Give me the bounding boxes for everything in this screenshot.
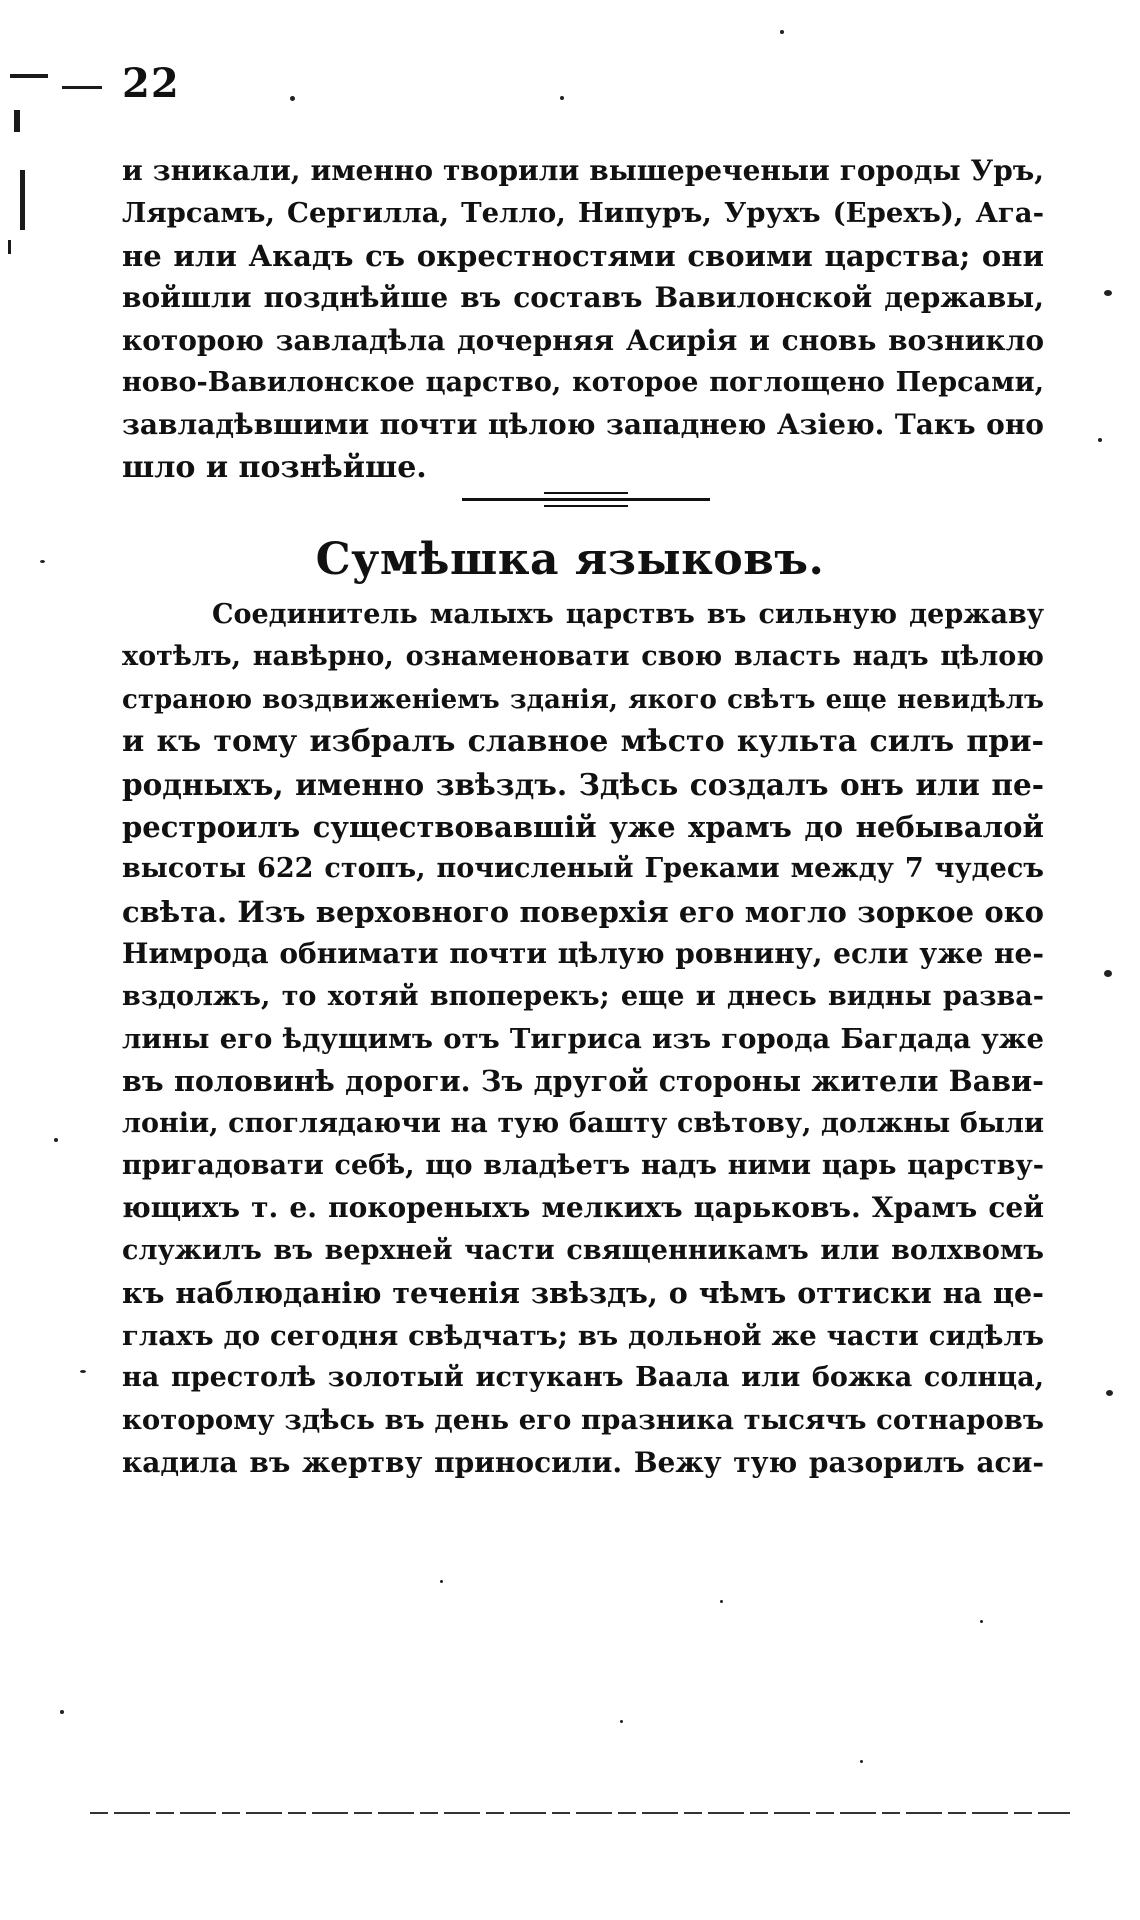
text-line: въ половинѣ дороги. Зъ другой стороны жители Вави- bbox=[122, 1064, 1044, 1099]
scan-speck bbox=[440, 1580, 443, 1583]
scan-speck bbox=[720, 1600, 723, 1603]
divider-rule bbox=[544, 505, 628, 507]
divider-rule bbox=[544, 492, 628, 494]
scan-edge-mark bbox=[10, 74, 48, 78]
text-line: Нимрода обнимати почти цѣлую ровнину, если уже не- bbox=[122, 937, 1044, 971]
scan-speck bbox=[1104, 970, 1112, 977]
text-line: глахъ до сегодня свѣдчатъ; въ дольной же части сидѣлъ bbox=[122, 1319, 1044, 1352]
text-line: не или Акадъ съ окрестностями своими царства; они bbox=[122, 238, 1044, 273]
paragraph-continuation bbox=[122, 150, 1044, 489]
text-line: лоніи, споглядаючи на тую башту свѣтову, должны были bbox=[122, 1107, 1044, 1139]
text-line: высоты 622 стопъ, почисленый Греками между 7 чудесъ bbox=[122, 853, 1044, 885]
text-line: пригадовати себѣ, що владѣетъ надъ ними царь царству- bbox=[122, 1150, 1044, 1182]
text-line: шло и познѣйше. bbox=[122, 449, 427, 485]
text-line: войшли позднѣйше въ составъ Вавилонской державы, bbox=[122, 281, 1044, 315]
scan-speck bbox=[40, 560, 45, 563]
text-line: и къ тому избралъ славное мѣсто культа силъ при- bbox=[122, 724, 1044, 760]
scan-edge-mark bbox=[8, 240, 11, 254]
text-line: которою завладѣла дочерняя Асирія и сновь возникло bbox=[122, 323, 1044, 357]
scan-speck bbox=[620, 1720, 623, 1723]
section-divider bbox=[462, 492, 710, 508]
scan-speck bbox=[1098, 438, 1102, 442]
scan-bottom-rule bbox=[90, 1812, 1070, 1814]
text-line: родныхъ, именно звѣздъ. Здѣсь создалъ онъ или пе- bbox=[122, 766, 1044, 802]
scan-speck bbox=[560, 96, 564, 100]
text-line: на престолѣ золотый истуканъ Ваала или божка солнца, bbox=[122, 1362, 1044, 1394]
text-line: къ наблюданію теченія звѣздъ, о чѣмъ оттиски на це- bbox=[122, 1276, 1044, 1311]
text-line: вздолжъ, то хотяй впоперекъ; еще и днесь видны разва- bbox=[122, 980, 1044, 1012]
scan-speck bbox=[60, 1710, 64, 1714]
scan-edge-mark bbox=[14, 110, 20, 132]
scan-speck bbox=[54, 1138, 58, 1142]
scan-speck bbox=[1106, 1390, 1113, 1396]
text-line: рестроилъ существовавшій уже храмъ до небывалой bbox=[122, 809, 1044, 844]
scan-speck bbox=[1104, 290, 1112, 296]
text-line: служилъ въ верхней части священникамъ или волхвомъ bbox=[122, 1234, 1044, 1266]
scan-speck bbox=[290, 96, 295, 101]
scan-speck bbox=[780, 30, 784, 34]
section-heading: Сумѣшка языковъ. bbox=[315, 534, 825, 585]
text-line: страною воздвиженіемъ зданія, якого свѣтъ еще невидѣлъ bbox=[122, 684, 1044, 715]
page-number: 22 bbox=[122, 60, 180, 107]
text-line: хотѣлъ, навѣрно, ознаменовати свою власть надъ цѣлою bbox=[122, 641, 1044, 673]
scan-speck bbox=[980, 1620, 983, 1623]
text-line: Лярсамъ, Сергилла, Телло, Нипуръ, Урухъ (Ерехъ), Ага- bbox=[122, 197, 1044, 230]
divider-rule bbox=[462, 498, 710, 501]
paragraph-body bbox=[122, 594, 1044, 1484]
text-line: которому здѣсь въ день его празника тысячъ сотнаровъ bbox=[122, 1404, 1044, 1437]
text-line: кадила въ жертву приносили. Вежу тую разорилъ аси- bbox=[122, 1445, 1044, 1479]
text-line: лины его ѣдущимъ отъ Тигриса изъ города Багдада уже bbox=[122, 1022, 1044, 1055]
scan-speck bbox=[80, 1370, 86, 1373]
text-line: свѣта. Изъ верховного поверхія его могло зоркое око bbox=[122, 894, 1044, 929]
scan-edge-mark bbox=[20, 170, 25, 230]
text-line: ново-Вавилонское царство, которое поглощено Персами, bbox=[122, 366, 1044, 398]
text-line: ющихъ т. е. покореныхъ мелкихъ царьковъ. Храмъ сей bbox=[122, 1191, 1044, 1225]
scan-edge-mark bbox=[62, 86, 102, 89]
text-line: Соединитель малыхъ царствъ въ сильную державу bbox=[212, 599, 1044, 630]
text-line: и зникали, именно творили вышереченыи городы Уръ, bbox=[122, 154, 1044, 187]
text-line: завладѣвшими почти цѣлою западнею Азіею. Такъ оно bbox=[122, 408, 1044, 442]
scan-speck bbox=[860, 1760, 863, 1763]
